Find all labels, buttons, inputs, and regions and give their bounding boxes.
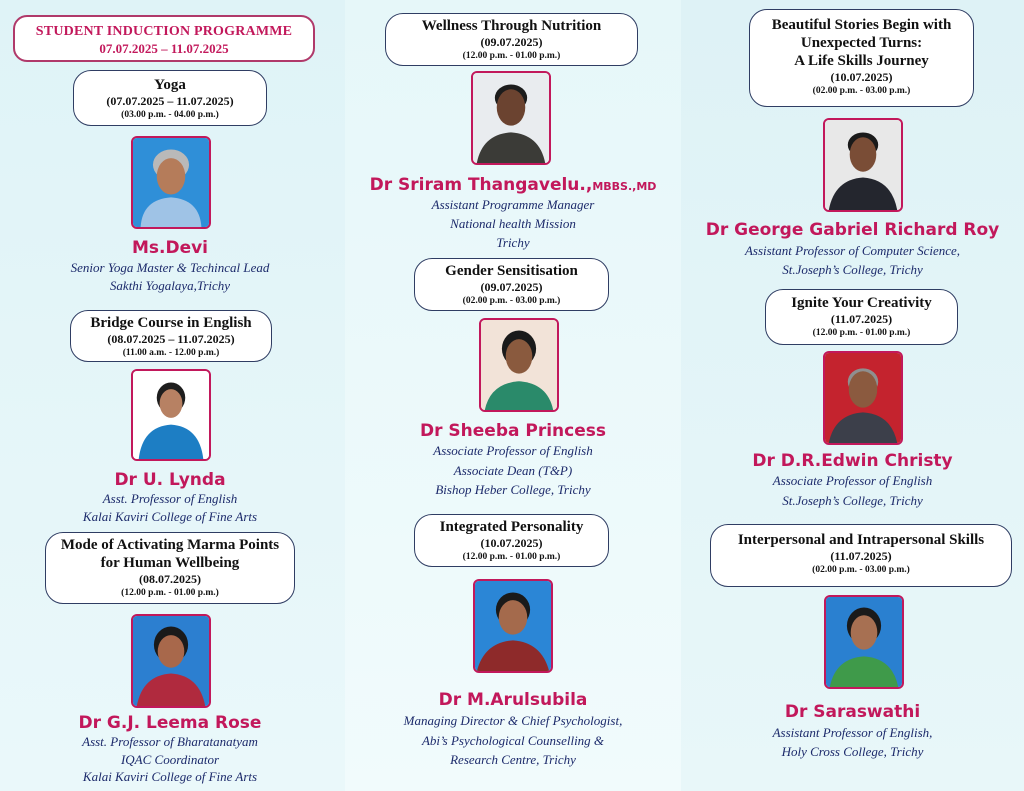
session-title: Interpersonal and Intrapersonal Skills (737, 532, 985, 548)
session-time: (02.00 p.m. - 03.00 p.m.) (812, 86, 911, 96)
speaker-role: Assistant Professor of English, (772, 725, 933, 740)
speaker-affiliation: Holy Cross College, Trichy (781, 744, 924, 759)
session-title-line2: for Human Wellbeing (100, 555, 240, 571)
speaker-name: Dr G.J. Leema Rose (78, 713, 262, 733)
speaker-role: Associate Professor of English (433, 443, 593, 458)
speaker-affiliation: National health Mission (450, 216, 576, 231)
session-dates: (08.07.2025) (139, 572, 201, 586)
programme-dates: 07.07.2025 – 11.07.2025 (99, 41, 229, 56)
session-dates: (10.07.2025) (830, 70, 893, 84)
programme-title: STUDENT INDUCTION PROGRAMME (35, 24, 293, 39)
speaker-name: Dr D.R.Edwin Christy (752, 451, 953, 471)
session-dates: (11.07.2025) (830, 549, 892, 563)
speaker-name: Dr Sheeba Princess (420, 421, 606, 441)
speaker-affiliation: Sakthi Yogalaya,Trichy (109, 278, 231, 293)
session-life-skills (749, 9, 974, 107)
session-yoga (73, 70, 267, 126)
session-marma-points (45, 532, 295, 604)
speaker-role: Senior Yoga Master & Techincal Lead (70, 260, 270, 275)
session-time: (11.00 a.m. - 12.00 p.m.) (122, 348, 220, 358)
session-title-line1: Mode of Activating Marma Points (60, 537, 280, 553)
speaker-affiliation: Abi’s Psychological Counselling & (421, 733, 605, 748)
session-time: (12.00 p.m. - 01.00 p.m.) (812, 328, 911, 338)
session-title: Integrated Personality (439, 519, 584, 535)
session-creativity (765, 289, 958, 345)
speaker-name: Dr Saraswathi (784, 702, 921, 722)
speaker-photo-sheeba (479, 318, 559, 412)
speaker-photo-george (823, 118, 903, 212)
session-title: Gender Sensitisation (445, 263, 578, 279)
programme-header (13, 15, 315, 62)
speaker-role-2: Associate Dean (T&P) (453, 463, 573, 478)
session-integrated-personality (414, 514, 609, 567)
session-title: Bridge Course in English (90, 315, 252, 331)
speaker-photo-sriram (471, 71, 551, 165)
speaker-role: Assistant Professor of Computer Science, (744, 243, 961, 258)
session-gender-sensitisation (414, 258, 609, 311)
speaker-role: Managing Director & Chief Psychologist, (403, 713, 623, 728)
session-interpersonal-skills (710, 524, 1012, 587)
speaker-affiliation: St.Joseph’s College, Trichy (782, 493, 923, 508)
speaker-role: Associate Professor of English (772, 473, 933, 488)
session-time: (03.00 p.m. - 04.00 p.m.) (121, 110, 219, 120)
session-nutrition (385, 13, 638, 66)
session-time: (02.00 p.m. - 03.00 p.m.) (462, 296, 561, 306)
speaker-role-2: IQAC Coordinator (120, 752, 220, 767)
speaker-role: Assistant Programme Manager (431, 197, 595, 212)
session-dates: (10.07.2025) (480, 536, 543, 550)
speaker-affiliation-2: Research Centre, Trichy (450, 752, 576, 767)
session-time: (12.00 p.m. - 01.00 p.m.) (462, 51, 561, 61)
speaker-affiliation: Kalai Kaviri College of Fine Arts (82, 509, 258, 524)
speaker-name: Dr George Gabriel Richard Roy (705, 220, 1000, 240)
speaker-name: Dr U. Lynda (114, 470, 226, 490)
speaker-photo-arulsubila (473, 579, 553, 673)
session-title: Yoga (154, 77, 186, 93)
session-bridge-course (70, 310, 272, 362)
session-time: (12.00 p.m. - 01.00 p.m.) (121, 588, 219, 598)
session-title-line2: Unexpected Turns: (800, 35, 923, 51)
session-dates: (09.07.2025) (480, 280, 543, 294)
session-dates: (11.07.2025) (830, 312, 893, 326)
speaker-role: Asst. Professor of Bharatanatyam (82, 734, 258, 749)
speaker-affiliation: Bishop Heber College, Trichy (435, 482, 591, 497)
session-dates: (08.07.2025 – 11.07.2025) (107, 332, 235, 346)
speaker-photo-saraswathi (824, 595, 904, 689)
speaker-role: Asst. Professor of English (102, 491, 238, 506)
speaker-location: Trichy (496, 235, 530, 250)
session-title-line1: Beautiful Stories Begin with (771, 17, 952, 33)
session-time: (02.00 p.m. - 03.00 p.m.) (812, 565, 910, 575)
speaker-photo-leema (131, 614, 211, 708)
speaker-photo-lynda (131, 369, 211, 461)
speaker-name: Ms.Devi (131, 238, 209, 258)
session-dates: (07.07.2025 – 11.07.2025) (106, 94, 234, 108)
speaker-photo-edwin (823, 351, 903, 445)
speaker-name: Dr M.Arulsubila (438, 690, 588, 710)
session-dates: (09.07.2025) (480, 35, 543, 49)
speaker-name-main: Dr Sriram Thangavelu., (369, 175, 593, 195)
session-title: Ignite Your Creativity (791, 295, 932, 311)
speaker-affiliation: St.Joseph’s College, Trichy (782, 262, 923, 277)
speaker-photo-devi (131, 136, 211, 229)
session-title-line3: A Life Skills Journey (794, 53, 929, 69)
session-title: Wellness Through Nutrition (421, 18, 602, 34)
speaker-name (345, 175, 681, 197)
session-time: (12.00 p.m. - 01.00 p.m.) (462, 552, 561, 562)
speaker-degree: MBBS.,MD (592, 180, 657, 193)
speaker-affiliation: Kalai Kaviri College of Fine Arts (82, 769, 258, 784)
